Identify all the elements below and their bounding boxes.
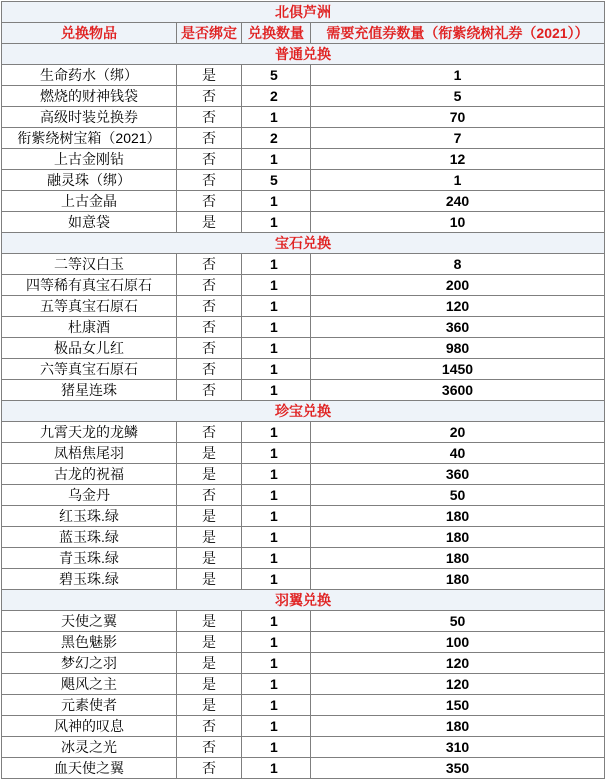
cost-cell: 360 <box>311 464 605 485</box>
quantity-cell: 1 <box>242 695 311 716</box>
table-row <box>2 338 605 359</box>
quantity-cell: 1 <box>242 548 311 569</box>
table-row <box>2 632 605 653</box>
bound-cell: 是 <box>177 212 242 233</box>
item-name-cell: 乌金丹 <box>2 485 177 506</box>
cost-cell: 200 <box>311 275 605 296</box>
cost-cell: 3600 <box>311 380 605 401</box>
bound-cell: 否 <box>177 191 242 212</box>
quantity-cell: 1 <box>242 212 311 233</box>
section-title: 珍宝兑换 <box>2 401 605 422</box>
header-row <box>2 23 605 44</box>
bound-cell: 否 <box>177 737 242 758</box>
bound-cell: 是 <box>177 569 242 590</box>
quantity-cell: 1 <box>242 569 311 590</box>
quantity-cell: 1 <box>242 485 311 506</box>
item-name-cell: 极品女儿红 <box>2 338 177 359</box>
bound-cell: 否 <box>177 485 242 506</box>
header-bound: 是否绑定 <box>177 23 242 44</box>
item-name-cell: 元素使者 <box>2 695 177 716</box>
item-name-cell: 血天使之翼 <box>2 758 177 779</box>
cost-cell: 980 <box>311 338 605 359</box>
cost-cell: 180 <box>311 548 605 569</box>
bound-cell: 否 <box>177 380 242 401</box>
table-row <box>2 422 605 443</box>
bound-cell: 否 <box>177 338 242 359</box>
bound-cell: 是 <box>177 527 242 548</box>
quantity-cell: 1 <box>242 464 311 485</box>
table-row <box>2 758 605 779</box>
cost-cell: 360 <box>311 317 605 338</box>
table-row <box>2 506 605 527</box>
table-row <box>2 86 605 107</box>
table-row <box>2 485 605 506</box>
cost-cell: 40 <box>311 443 605 464</box>
cost-cell: 50 <box>311 485 605 506</box>
table-row <box>2 65 605 86</box>
bound-cell: 是 <box>177 695 242 716</box>
item-name-cell: 融灵珠（绑） <box>2 170 177 191</box>
item-name-cell: 天使之翼 <box>2 611 177 632</box>
cost-cell: 310 <box>311 737 605 758</box>
item-name-cell: 生命药水（绑） <box>2 65 177 86</box>
bound-cell: 否 <box>177 758 242 779</box>
cost-cell: 12 <box>311 149 605 170</box>
table-row <box>2 464 605 485</box>
quantity-cell: 1 <box>242 254 311 275</box>
table-row <box>2 296 605 317</box>
table-row <box>2 149 605 170</box>
table-row <box>2 695 605 716</box>
item-name-cell: 黑色魅影 <box>2 632 177 653</box>
table-row <box>2 170 605 191</box>
item-name-cell: 二等汉白玉 <box>2 254 177 275</box>
quantity-cell: 5 <box>242 65 311 86</box>
section-title: 宝石兑换 <box>2 233 605 254</box>
item-name-cell: 风神的叹息 <box>2 716 177 737</box>
quantity-cell: 1 <box>242 653 311 674</box>
cost-cell: 70 <box>311 107 605 128</box>
cost-cell: 180 <box>311 527 605 548</box>
item-name-cell: 如意袋 <box>2 212 177 233</box>
item-name-cell: 上古金刚钻 <box>2 149 177 170</box>
table-row <box>2 611 605 632</box>
item-name-cell: 梦幻之羽 <box>2 653 177 674</box>
bound-cell: 是 <box>177 653 242 674</box>
item-name-cell: 上古金晶 <box>2 191 177 212</box>
item-name-cell: 五等真宝石原石 <box>2 296 177 317</box>
section-row <box>2 590 605 611</box>
bound-cell: 否 <box>177 149 242 170</box>
cost-cell: 120 <box>311 674 605 695</box>
quantity-cell: 1 <box>242 275 311 296</box>
header-cost: 需要充值券数量（衔紫绕树礼券（2021）） <box>311 23 605 44</box>
cost-cell: 1 <box>311 65 605 86</box>
item-name-cell: 古龙的祝福 <box>2 464 177 485</box>
quantity-cell: 5 <box>242 170 311 191</box>
quantity-cell: 1 <box>242 443 311 464</box>
bound-cell: 否 <box>177 296 242 317</box>
bound-cell: 否 <box>177 107 242 128</box>
quantity-cell: 1 <box>242 317 311 338</box>
table-row <box>2 716 605 737</box>
section-row <box>2 401 605 422</box>
cost-cell: 1450 <box>311 359 605 380</box>
cost-cell: 180 <box>311 506 605 527</box>
cost-cell: 180 <box>311 716 605 737</box>
quantity-cell: 1 <box>242 674 311 695</box>
item-name-cell: 杜康酒 <box>2 317 177 338</box>
table-row <box>2 527 605 548</box>
quantity-cell: 1 <box>242 506 311 527</box>
bound-cell: 是 <box>177 443 242 464</box>
quantity-cell: 1 <box>242 359 311 380</box>
table-row <box>2 317 605 338</box>
cost-cell: 5 <box>311 86 605 107</box>
bound-cell: 否 <box>177 716 242 737</box>
quantity-cell: 1 <box>242 296 311 317</box>
bound-cell: 否 <box>177 422 242 443</box>
table-row <box>2 674 605 695</box>
bound-cell: 否 <box>177 128 242 149</box>
item-name-cell: 猪星连珠 <box>2 380 177 401</box>
bound-cell: 否 <box>177 317 242 338</box>
table-row <box>2 569 605 590</box>
quantity-cell: 1 <box>242 422 311 443</box>
cost-cell: 20 <box>311 422 605 443</box>
item-name-cell: 九霄天龙的龙鳞 <box>2 422 177 443</box>
quantity-cell: 1 <box>242 380 311 401</box>
bound-cell: 是 <box>177 674 242 695</box>
bound-cell: 否 <box>177 275 242 296</box>
quantity-cell: 1 <box>242 527 311 548</box>
item-name-cell: 飓风之主 <box>2 674 177 695</box>
item-name-cell: 青玉珠.绿 <box>2 548 177 569</box>
item-name-cell: 冰灵之光 <box>2 737 177 758</box>
cost-cell: 1 <box>311 170 605 191</box>
section-row <box>2 44 605 65</box>
item-name-cell: 六等真宝石原石 <box>2 359 177 380</box>
item-name-cell: 衔紫绕树宝箱（2021） <box>2 128 177 149</box>
bound-cell: 是 <box>177 548 242 569</box>
header-quantity: 兑换数量 <box>242 23 311 44</box>
cost-cell: 100 <box>311 632 605 653</box>
quantity-cell: 2 <box>242 128 311 149</box>
table-row <box>2 128 605 149</box>
quantity-cell: 1 <box>242 191 311 212</box>
bound-cell: 否 <box>177 170 242 191</box>
table-row <box>2 212 605 233</box>
bound-cell: 是 <box>177 611 242 632</box>
table-row <box>2 548 605 569</box>
quantity-cell: 1 <box>242 611 311 632</box>
exchange-table <box>1 1 605 779</box>
table-row <box>2 737 605 758</box>
item-name-cell: 高级时装兑换券 <box>2 107 177 128</box>
section-row <box>2 233 605 254</box>
item-name-cell: 凤梧焦尾羽 <box>2 443 177 464</box>
quantity-cell: 1 <box>242 716 311 737</box>
cost-cell: 150 <box>311 695 605 716</box>
table-row <box>2 443 605 464</box>
item-name-cell: 碧玉珠.绿 <box>2 569 177 590</box>
table-row <box>2 107 605 128</box>
table-row <box>2 191 605 212</box>
quantity-cell: 1 <box>242 149 311 170</box>
table-row <box>2 275 605 296</box>
table-row <box>2 359 605 380</box>
cost-cell: 7 <box>311 128 605 149</box>
cost-cell: 180 <box>311 569 605 590</box>
cost-cell: 350 <box>311 758 605 779</box>
quantity-cell: 2 <box>242 86 311 107</box>
table-row <box>2 254 605 275</box>
cost-cell: 120 <box>311 653 605 674</box>
item-name-cell: 红玉珠.绿 <box>2 506 177 527</box>
cost-cell: 10 <box>311 212 605 233</box>
cost-cell: 8 <box>311 254 605 275</box>
bound-cell: 是 <box>177 65 242 86</box>
bound-cell: 否 <box>177 86 242 107</box>
table-title: 北俱芦洲 <box>2 2 605 23</box>
bound-cell: 否 <box>177 359 242 380</box>
quantity-cell: 1 <box>242 737 311 758</box>
quantity-cell: 1 <box>242 107 311 128</box>
item-name-cell: 蓝玉珠.绿 <box>2 527 177 548</box>
header-item: 兑换物品 <box>2 23 177 44</box>
section-title: 羽翼兑换 <box>2 590 605 611</box>
quantity-cell: 1 <box>242 632 311 653</box>
cost-cell: 50 <box>311 611 605 632</box>
cost-cell: 120 <box>311 296 605 317</box>
cost-cell: 240 <box>311 191 605 212</box>
item-name-cell: 燃烧的财神钱袋 <box>2 86 177 107</box>
table-row <box>2 653 605 674</box>
bound-cell: 是 <box>177 506 242 527</box>
title-row <box>2 2 605 23</box>
quantity-cell: 1 <box>242 758 311 779</box>
bound-cell: 是 <box>177 632 242 653</box>
table-row <box>2 380 605 401</box>
item-name-cell: 四等稀有真宝石原石 <box>2 275 177 296</box>
section-title: 普通兑换 <box>2 44 605 65</box>
quantity-cell: 1 <box>242 338 311 359</box>
bound-cell: 是 <box>177 464 242 485</box>
bound-cell: 否 <box>177 254 242 275</box>
